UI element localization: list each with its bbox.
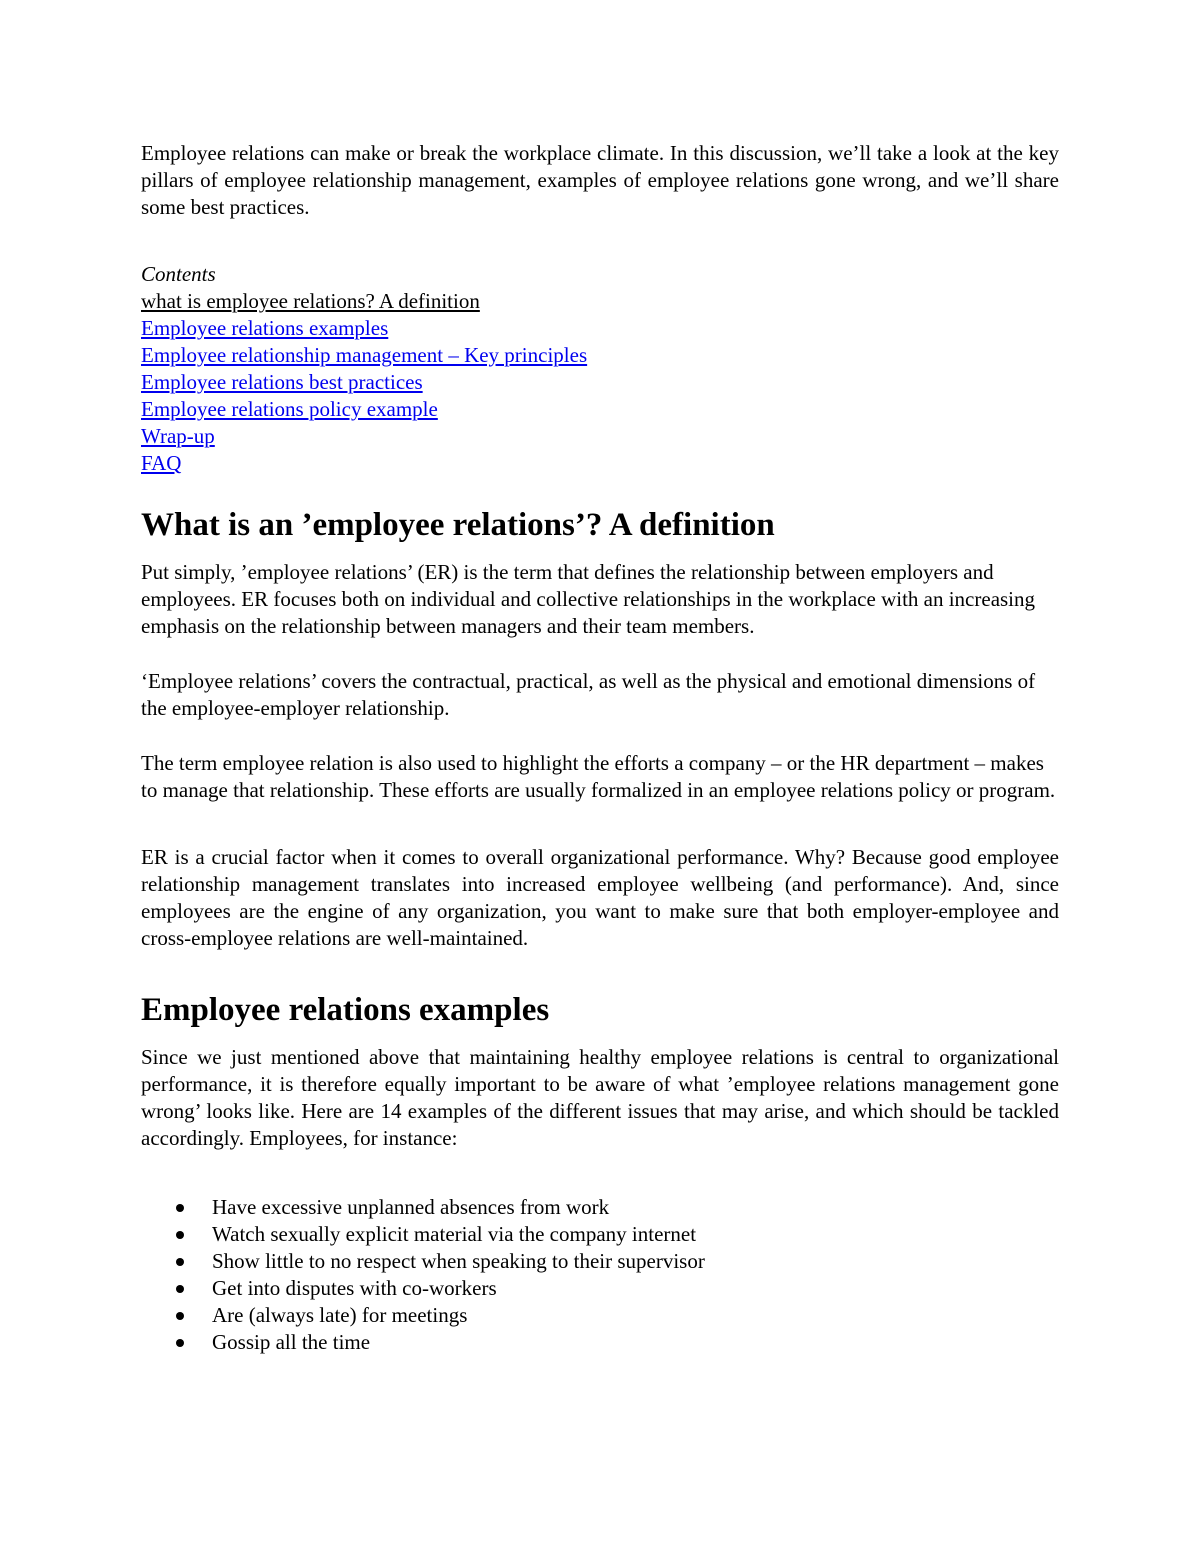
list-item-text: Show little to no respect when speaking to their supervisor [212,1249,705,1273]
list-item-text: Watch sexually explicit material via the company internet [212,1222,697,1246]
bullet-icon [176,1312,184,1320]
toc-link-best-practices[interactable]: Employee relations best practices [141,370,423,394]
list-item [141,1194,1059,1221]
heading-examples: Employee relations examples [141,992,550,1028]
toc-link-key-principles[interactable]: Employee relationship management – Key principles [141,343,588,367]
bullet-icon [176,1258,184,1266]
definition-paragraph-1: Put simply, ’employee relations’ (ER) is the term that defines the relationship between employers and employees. ER focuses both on individual and collective relationships in the workplace with an increasing emphasis on the relationship between managers and their team members. [141,560,1036,638]
definition-paragraph-2: ‘Employee relations’ covers the contractual, practical, as well as the physical and emotional dimensions of the employee-employer relationship. [141,669,1036,720]
list-item [141,1275,1059,1302]
list-item [141,1329,1059,1356]
toc-link-definition[interactable]: what is employee relations? A definition [141,289,480,313]
list-item [141,1248,1059,1275]
toc-link-wrap-up[interactable]: Wrap-up [141,424,215,448]
table-of-contents [141,288,1059,477]
toc-item-definition[interactable] [141,288,1059,315]
toc-item-examples[interactable] [141,315,1059,342]
toc-item-wrap-up[interactable] [141,423,1059,450]
intro-paragraph: Employee relations can make or break the workplace climate. In this discussion, we’ll take a look at the key pillars of employee relationship management, examples of employee relations gone wrong, and we’ll share some best practices. [141,141,1059,219]
definition-paragraph-4: ER is a crucial factor when it comes to overall organizational performance. Why? Because good employee relationship management translates into increased employee wellbeing (and performance). And, since employees are the engine of any organization, you want to make sure that both employer-employee and cross-employee relations are well-maintained. [141,845,1059,950]
heading-definition: What is an ’employee relations’? A definition [141,507,775,543]
list-item-text: Get into disputes with co-workers [212,1276,497,1300]
toc-link-policy-example[interactable]: Employee relations policy example [141,397,438,421]
list-item [141,1302,1059,1329]
toc-item-policy-example[interactable] [141,396,1059,423]
contents-title: Contents [141,262,216,286]
list-item [141,1221,1059,1248]
list-item-text: Have excessive unplanned absences from work [212,1195,610,1219]
definition-paragraph-3: The term employee relation is also used to highlight the efforts a company – or the HR department – makes to manage that relationship. These efforts are usually formalized in an employee relations policy or program. [141,751,1056,802]
bullet-icon [176,1339,184,1347]
toc-item-best-practices[interactable] [141,369,1059,396]
list-item-text: Are (always late) for meetings [212,1303,468,1327]
toc-item-faq[interactable] [141,450,1059,477]
toc-link-examples[interactable]: Employee relations examples [141,316,389,340]
examples-paragraph: Since we just mentioned above that maintaining healthy employee relations is central to organizational performance, it is therefore equally important to be aware of what ’employee relations management gone wrong’ looks like. Here are 14 examples of the different issues that may arise, and which should be tackled accordingly. Employees, for instance: [141,1045,1059,1150]
bullet-icon [176,1231,184,1239]
toc-item-key-principles[interactable] [141,342,1059,369]
examples-bullet-list [141,1194,1059,1356]
toc-link-faq[interactable]: FAQ [141,451,182,475]
bullet-icon [176,1285,184,1293]
document-page [141,140,1059,1356]
list-item-text: Gossip all the time [212,1330,371,1354]
bullet-icon [176,1204,184,1212]
